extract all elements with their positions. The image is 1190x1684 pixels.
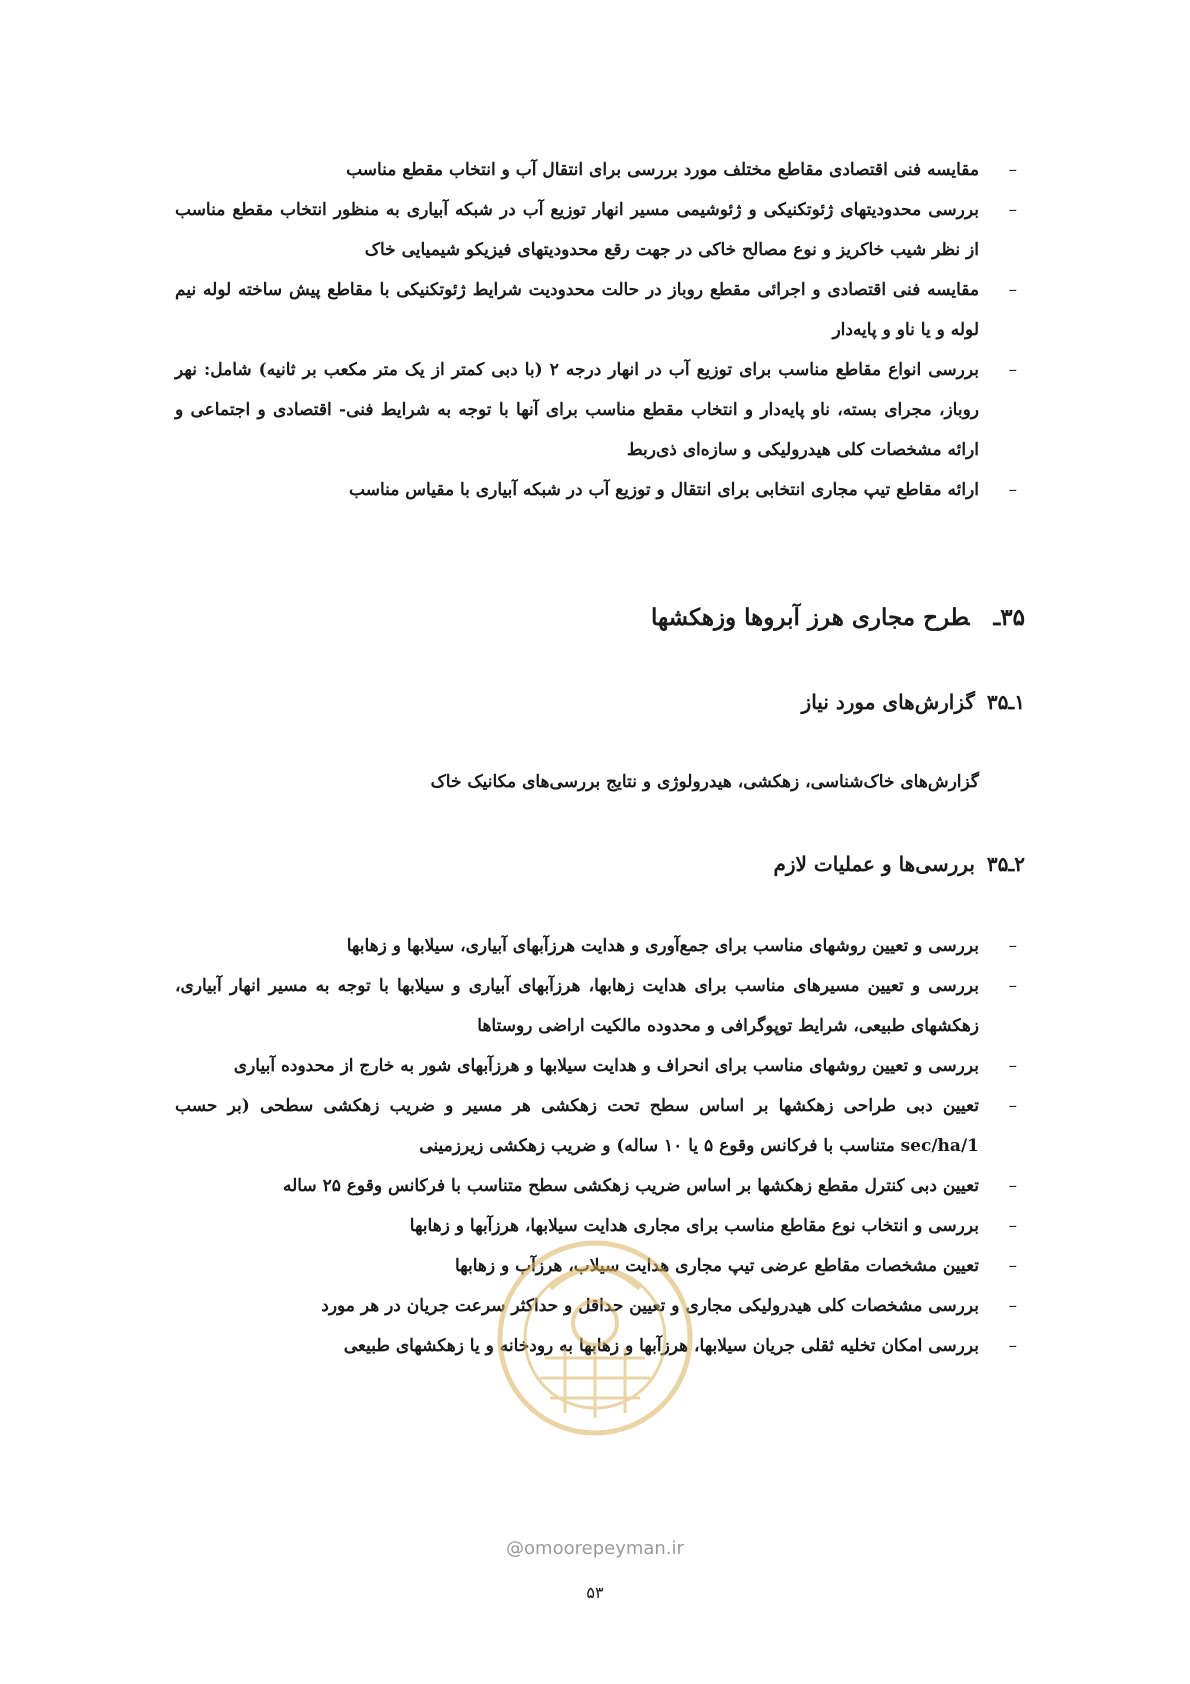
list-item-text: بررسی مشخصات کلی هیدرولیکی مجاری و تعیین حداقل و حداکثر سرعت جریان در هر مورد: [321, 1296, 979, 1316]
dash-bullet: –: [1008, 360, 1017, 380]
top-list-block: [175, 150, 1025, 510]
list-item-text: تعیین دبی طراحی زهکشها بر اساس سطح تحت زهکشی هر مسیر و ضریب زهکشی سطحی (بر حسب 1/sec/ha متناسب با فرکانس وقوع ۵ یا ۱۰ ساله) و ضریب زهکشی زیرزمینی: [175, 1096, 979, 1156]
subsection-title: بررسی‌ها و عملیات لازم: [773, 852, 975, 876]
page-number: ۵۳: [586, 1583, 604, 1602]
list-item: [175, 470, 1025, 510]
stamp-logo: [490, 1228, 700, 1448]
list-item-text: بررسی انواع مقاطع مناسب برای توزیع آب در انهار درجه ۲ (با دبی کمتر از یک متر مکعب بر ثانیه) شامل: نهر روباز، مجرای بسته، ناو پایه‌دار و انتخاب مقطع مناسب برای آنها با توجه به شرایط فنی- اقتصادی و اجتماعی و ارائه مشخصات کلی هیدرولیکی و سازه‌ای ذی‌ربط: [175, 360, 979, 460]
dash-bullet: –: [1008, 480, 1017, 500]
list-item: [175, 1046, 1025, 1086]
dash-bullet: –: [1008, 936, 1017, 956]
list-item: [175, 190, 1025, 270]
list-item-text: بررسی و تعیین روشهای مناسب برای انحراف و هدایت سیلابها و هرزآبهای شور به خارج از محدوده آبیاری: [233, 1056, 979, 1076]
list-item-text: بررسی امکان تخلیه ثقلی جریان سیلابها، هرزآبها و زهابها به رودخانه و یا زهکشهای طبیعی: [343, 1336, 979, 1356]
dash-bullet: –: [1008, 1216, 1017, 1236]
subsection-2-block: [175, 844, 1025, 884]
list-item-text: تعیین دبی کنترل مقطع زهکشها بر اساس ضریب زهکشی سطح متناسب با فرکانس وقوع ۲۵ ساله: [282, 1176, 979, 1196]
list-item-text: تعیین مشخصات مقاطع عرضی تیپ مجاری هدایت سیلاب، هرزآب و زهابها: [454, 1256, 979, 1276]
list-item-text: ارائه مقاطع تیپ مجاری انتخابی برای انتقال و توزیع آب در شبکه آبیاری با مقیاس مناسب: [349, 480, 979, 500]
list-item: [175, 1086, 1025, 1166]
section-number: ۳۵ـ: [993, 604, 1025, 631]
dash-bullet: –: [1008, 280, 1017, 300]
subsection-title: گزارش‌های مورد نیاز: [801, 690, 975, 714]
top-bullet-list: [175, 150, 1025, 510]
dash-bullet: –: [1008, 1336, 1017, 1356]
section-title: طرح مجاری هرز آبروها وزهکشها: [650, 604, 970, 631]
dash-bullet: –: [1008, 976, 1017, 996]
list-item: [175, 1166, 1025, 1206]
list-item: [175, 926, 1025, 966]
list-item-text: بررسی محدودیتهای ژئوتکنیکی و ژئوشیمی مسیر انهار توزیع آب در شبکه آبیاری به منظور انتخاب مقطع مناسب از نظر شیب خاکریز و نوع مصالح خاکی در جهت رقع محدودیتهای فیزیکو شیمیایی خاک: [175, 200, 979, 260]
dash-bullet: –: [1008, 1176, 1017, 1196]
dash-bullet: –: [1008, 160, 1017, 180]
list-item-text: بررسی و انتخاب نوع مقاطع مناسب برای مجاری هدایت سیلابها، هرزآبها و زهابها: [409, 1216, 979, 1236]
list-item: [175, 150, 1025, 190]
subsection-heading: [175, 682, 1025, 722]
dash-bullet: –: [1008, 1096, 1017, 1116]
subsection-number: ۱ـ۳۵: [986, 690, 1025, 714]
dash-bullet: –: [1008, 1296, 1017, 1316]
dash-bullet: –: [1008, 1056, 1017, 1076]
subsection-1-text-block: [175, 762, 1025, 802]
dash-bullet: –: [1008, 200, 1017, 220]
list-item: [175, 966, 1025, 1046]
list-item: [175, 350, 1025, 470]
list-item: [175, 270, 1025, 350]
list-item-text: بررسی و تعیین مسیرهای مناسب برای هدایت زهابها، هرزآبهای آبیاری و سیلابها با توجه به مسیر انهار آبیاری، زهکشهای طبیعی، شرایط توپوگرافی و محدوده مالکیت اراضی روستاها: [175, 976, 979, 1036]
dash-bullet: –: [1008, 1256, 1017, 1276]
list-item-text: مقایسه فنی اقتصادی مقاطع مختلف مورد بررسی برای انتقال آب و انتخاب مقطع مناسب: [346, 160, 979, 180]
subsection-1-block: [175, 682, 1025, 722]
subsection-number: ۲ـ۳۵: [986, 852, 1025, 876]
watermark-url: @omoorepeyman.ir: [506, 1538, 684, 1559]
paragraph: گزارش‌های خاک‌شناسی، زهکشی، هیدرولوژی و نتایج بررسی‌های مکانیک خاک: [430, 772, 979, 792]
list-item-text: مقایسه فنی اقتصادی و اجرائی مقطع روباز در حالت محدودیت شرایط ژئوتکنیکی با مقاطع پیش ساخته لوله نیم لوله و یا ناو و پایه‌دار: [175, 280, 979, 340]
list-item-text: بررسی و تعیین روشهای مناسب برای جمع‌آوری و هدایت هرزآبهای آبیاری، سیلابها و زهابها: [346, 936, 979, 956]
section-heading: [175, 598, 1025, 638]
subsection-heading: [175, 844, 1025, 884]
section-heading-block: [175, 598, 1025, 638]
